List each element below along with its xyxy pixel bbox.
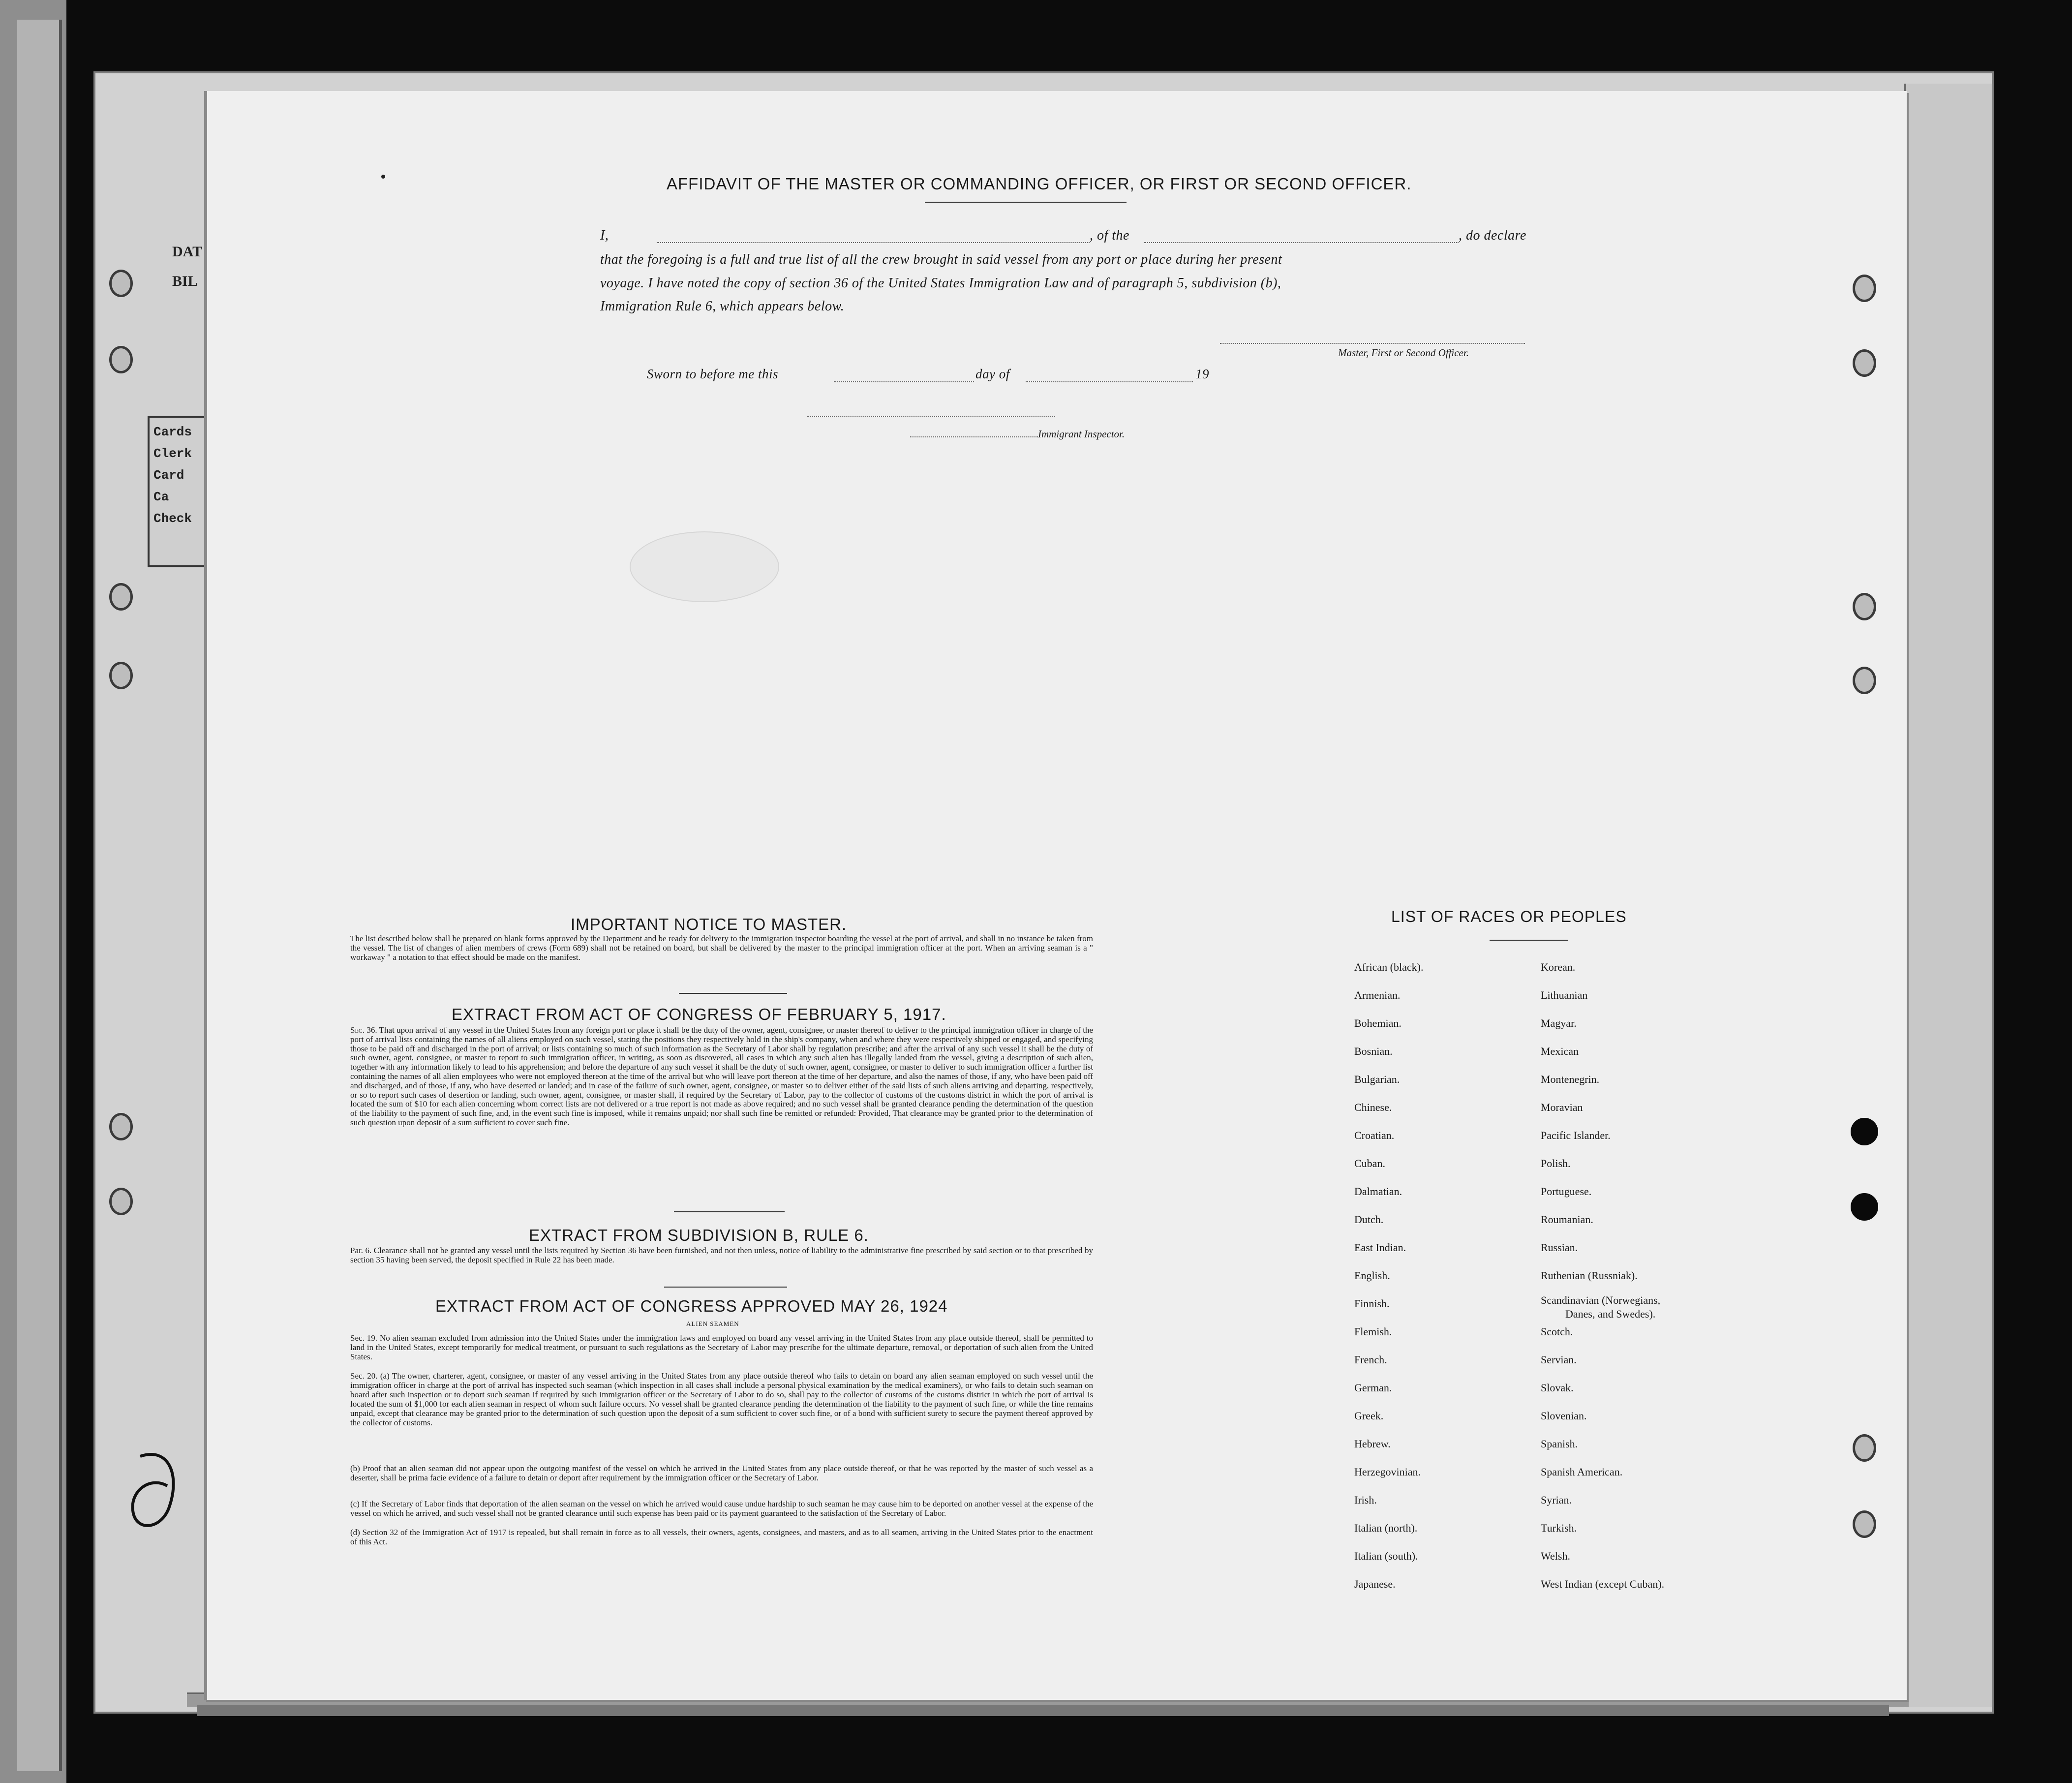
affidavit-line-2: that the foregoing is a full and true list of all the crew brought in said vessel from any port or place during her present	[600, 252, 1282, 267]
sworn-day-of: day of	[975, 367, 1010, 381]
underlying-label-dat: DAT	[172, 244, 203, 260]
notice-text: The list described below shall be prepared on blank forms approved by the Department and be ready for delivery to the immigration inspector boarding the vessel at the port of arrival, and shall in no instance be taken from the vessel. The list of changes of alien members of crews (Form 689) shall not be retained on board, but shall be delivered by the master to the principal immigration officer at the port. When an arriving seaman is a " workaway " a notation to that effect should be made on the manifest.	[350, 934, 1093, 962]
page-stack-edge-lower	[197, 1705, 1889, 1716]
extract-1917-text	[350, 1026, 1093, 1128]
race-item: Croatian.	[1354, 1129, 1395, 1141]
race-item: Turkish.	[1541, 1522, 1577, 1534]
race-item: Italian (south).	[1354, 1550, 1418, 1562]
extract-1924-subtitle: ALIEN SEAMEN	[686, 1320, 739, 1327]
binder-hole	[1853, 275, 1876, 302]
race-item: Flemish.	[1354, 1325, 1392, 1338]
title-underline	[925, 202, 1127, 203]
affidavit-of-the: , of the	[1090, 228, 1129, 243]
underlying-box-line: Check	[153, 511, 192, 526]
underlying-box-line: Card	[153, 468, 184, 483]
race-item: English.	[1354, 1269, 1390, 1282]
extract-1917-sec-label: Sec. 36.	[350, 1025, 377, 1035]
race-item: Spanish American.	[1541, 1466, 1623, 1478]
race-item: Moravian	[1541, 1101, 1583, 1113]
race-item: French.	[1354, 1353, 1387, 1366]
pen-loop-mark	[121, 1446, 184, 1545]
race-item: Korean.	[1541, 961, 1576, 973]
binder-hole-punched	[1851, 1118, 1878, 1145]
race-item: Servian.	[1541, 1353, 1577, 1366]
race-item: Scotch.	[1541, 1325, 1573, 1338]
extract-1917-title: EXTRACT FROM ACT OF CONGRESS OF FEBRUARY 5, 1917.	[452, 1005, 946, 1023]
races-underline	[1490, 940, 1568, 941]
race-item: Dutch.	[1354, 1213, 1384, 1226]
race-item: Herzegovinian.	[1354, 1466, 1421, 1478]
race-item: Chinese.	[1354, 1101, 1392, 1113]
races-title: LIST OF RACES OR PEOPLES	[1391, 908, 1627, 925]
inspector-label: Immigrant Inspector.	[1038, 428, 1125, 440]
race-item: German.	[1354, 1382, 1392, 1394]
race-item: Montenegrin.	[1541, 1073, 1600, 1085]
affidavit-i: I,	[600, 228, 609, 243]
race-item-continuation: Danes, and Swedes).	[1565, 1308, 1656, 1320]
affidavit-title: AFFIDAVIT OF THE MASTER OR COMMANDING OFFICER, OR FIRST OR SECOND OFFICER.	[667, 175, 1412, 193]
vessel-blank	[1144, 242, 1459, 243]
sworn-month-blank	[1026, 381, 1193, 382]
divider	[674, 1211, 785, 1212]
race-item: Finnish.	[1354, 1297, 1390, 1310]
extract-1924-sec20d: (d) Section 32 of the Immigration Act of 1917 is repealed, but shall remain in force as to all vessels, their owners, agents, consignees, and masters, and as to all seamen, arriving in the United States prior to the enactment of this Act.	[350, 1528, 1093, 1546]
ink-speck	[381, 175, 385, 179]
race-item: Slovenian.	[1541, 1410, 1587, 1422]
binder-hole-punched	[1851, 1193, 1878, 1221]
right-page-edge	[1904, 84, 1992, 1707]
underlying-box-line: Ca	[153, 490, 169, 504]
binder-hole	[1853, 1510, 1876, 1538]
race-item: Lithuanian	[1541, 989, 1588, 1001]
binder-hole	[109, 1188, 133, 1215]
affidavit-line-4: Immigration Rule 6, which appears below.	[600, 299, 845, 314]
inspector-line-1	[807, 416, 1055, 417]
divider	[664, 1287, 787, 1288]
race-item: Russian.	[1541, 1241, 1578, 1254]
race-item: Scandinavian (Norwegians,	[1541, 1294, 1661, 1306]
sworn-text: Sworn to before me this	[647, 367, 778, 381]
binder-hole	[109, 583, 133, 611]
race-item: Bohemian.	[1354, 1017, 1402, 1029]
binder-hole	[1853, 1434, 1876, 1462]
underlying-box-line: Clerk	[153, 446, 192, 461]
race-item: Bosnian.	[1354, 1045, 1393, 1057]
race-item: Syrian.	[1541, 1494, 1572, 1506]
race-item: Pacific Islander.	[1541, 1129, 1611, 1141]
sworn-year: 19	[1195, 367, 1209, 381]
race-item: Cuban.	[1354, 1157, 1385, 1169]
extract-1924-sec20a: Sec. 20. (a) The owner, charterer, agent, consignee, or master of any vessel arriving in the United States from any place outside thereof who fails to detain on board any alien seaman employed on such vessel until the immigration officer in charge at the port of arrival has inspected such seaman (which inspection in all cases shall include a personal physical examination by the medical examiners), or who fails to detain such seaman on board after such inspection or to deport such seaman if required by such immigration officer or the Secretary of Labor to do so, shall pay to the collector of customs of the customs district in which the port of arrival is located the sum of $1,000 for each alien seaman in respect of whom such failure occurs. No vessel shall be granted clearance pending the determination of the liability to the payment of such fine, or while the fine remains unpaid, except that clearance may be granted prior to the determination of such question upon the deposit of a sum sufficient to cover such fine, or of a bond with sufficient surety to secure the payment thereof approved by the collector of customs.	[350, 1371, 1093, 1427]
race-item: Dalmatian.	[1354, 1185, 1402, 1198]
race-item: Bulgarian.	[1354, 1073, 1400, 1085]
manifest-sheet	[204, 91, 1907, 1700]
sworn-day-blank	[834, 381, 974, 382]
binder-hole	[109, 1113, 133, 1140]
extract-1924-sec19: Sec. 19. No alien seaman excluded from admission into the United States under the immigration laws and employed on board any vessel arriving in the United States from any place outside thereof, shall be permitted to land in the United States, except temporarily for medical treatment, or pursuant to such regulations as the Secretary of Labor may prescribe for the ultimate departure, removal, or deportation of such alien from the United States.	[350, 1333, 1093, 1361]
race-item: Spanish.	[1541, 1438, 1578, 1450]
race-item: Greek.	[1354, 1410, 1384, 1422]
race-item: Welsh.	[1541, 1550, 1570, 1562]
binder-hole	[1853, 593, 1876, 620]
master-signature-label: Master, First or Second Officer.	[1338, 347, 1469, 359]
race-item: Ruthenian (Russniak).	[1541, 1269, 1638, 1282]
extract-rule6-text: Par. 6. Clearance shall not be granted any vessel until the lists required by Section 36 have been furnished, and not then unless, notice of liability to the administrative fine prescribed by said section or to that prescribed by section 35 having been served, the deposit specified in Rule 22 has been made.	[350, 1246, 1093, 1264]
extract-1917-body: That upon arrival of any vessel in the United States from any foreign port or place it shall be the duty of the owner, agent, consignee, or master thereof to deliver to the principal immigration officer in charge of the port of arrival lists containing the names of all aliens employed on such vessel, stating the positions they respectively hold in the ship's company, when and where they were respectively shipped or engaged, and specifying those to be paid off and discharged in the port of arrival; or lists containing so much of such information as the Secretary of Labor shall by regulation prescribe; and after the arrival of any such vessel it shall be the duty of such owner, agent, consignee, or master to report to such immigration officer, in writing, as soon as discovered, all cases in which any such alien has illegally landed from the vessel, giving a description of such alien, together with any information likely to lead to his apprehension; and before the departure of any such vessel it shall be the duty of such owner, agent, consignee, or master to deliver to such immigration officer a further list containing the names of all alien employees who were not employed thereon at the time of the arrival but who will leave port thereon at the time of her departure, and also the names of those, if any, who have been paid off and discharged, and of those, if any, who have deserted or landed; and in case of the failure of such owner, agent, consignee, or master so to deliver either of the said lists of such aliens arriving and departing, respectively, or so to report such cases of desertion or landing, such owner, agent, consignee, or master shall, if required by the Secretary of Labor, pay to the collector of customs of the customs district in which the port of arrival is located the sum of $10 for each alien concerning whom correct lists are not delivered or a true report is not made as above required; and no such vessel shall be granted clearance pending the determination of the question of the liability to the payment of such fine, and, in the event such fine is imposed, while it remains unpaid; nor shall such fine be remitted or refunded: Provided, That clearance may be granted prior to the determination of such question upon deposit of a sum sufficient to cover such fine.	[350, 1025, 1093, 1127]
race-item: African (black).	[1354, 961, 1424, 973]
binder-hole	[109, 346, 133, 373]
race-item: Hebrew.	[1354, 1438, 1391, 1450]
extract-rule6-title: EXTRACT FROM SUBDIVISION B, RULE 6.	[529, 1226, 869, 1244]
notice-title: IMPORTANT NOTICE TO MASTER.	[571, 915, 847, 933]
race-item: Slovak.	[1541, 1382, 1574, 1394]
race-item: Italian (north).	[1354, 1522, 1418, 1534]
race-item: Irish.	[1354, 1494, 1377, 1506]
underlying-box-line: Cards	[153, 425, 192, 439]
affidavit-declare: , do declare	[1459, 228, 1526, 243]
race-item: Japanese.	[1354, 1578, 1396, 1590]
affidavit-line-1	[600, 228, 609, 244]
extract-1924-sec20b: (b) Proof that an alien seaman did not appear upon the outgoing manifest of the vessel on which he arrived in the United States from any place outside thereof, or that he was reported by the master of such vessel as a deserter, shall be prima facie evidence of a failure to detain or deport after requirement by the immigration officer or the Secretary of Labor.	[350, 1464, 1093, 1482]
left-page-edge	[17, 20, 62, 1771]
master-signature-line	[1220, 343, 1525, 344]
extract-1924-sec20c: (c) If the Secretary of Labor finds that deportation of the alien seaman on the vessel on which he arrived would cause undue hardship to such seaman he may cause him to be deported on another vessel at the expense of the vessel on which he arrived, and such vessel shall not be granted clearance until such expense has been paid or its payment guaranteed to the satisfaction of the Secretary of Labor.	[350, 1499, 1093, 1518]
extract-1924-title: EXTRACT FROM ACT OF CONGRESS APPROVED MAY 26, 1924	[435, 1297, 948, 1315]
divider	[679, 993, 787, 994]
race-item: Mexican	[1541, 1045, 1579, 1057]
race-item: East Indian.	[1354, 1241, 1406, 1254]
affidavit-line-3: voyage. I have noted the copy of section 36 of the United States Immigration Law and of paragraph 5, subdivision (b),	[600, 276, 1281, 291]
race-item: Polish.	[1541, 1157, 1571, 1169]
race-item: Armenian.	[1354, 989, 1401, 1001]
inspector-line-2	[910, 436, 1038, 437]
binder-hole	[109, 270, 133, 297]
race-item: West Indian (except Cuban).	[1541, 1578, 1665, 1590]
race-item: Roumanian.	[1541, 1213, 1593, 1226]
name-blank	[657, 242, 1090, 243]
binder-hole	[1853, 349, 1876, 377]
race-item: Magyar.	[1541, 1017, 1577, 1029]
underlying-label-bil: BIL	[172, 273, 198, 289]
race-item: Portuguese.	[1541, 1185, 1592, 1198]
binder-hole	[109, 662, 133, 689]
binder-hole	[1853, 667, 1876, 694]
faint-seal	[630, 531, 779, 602]
